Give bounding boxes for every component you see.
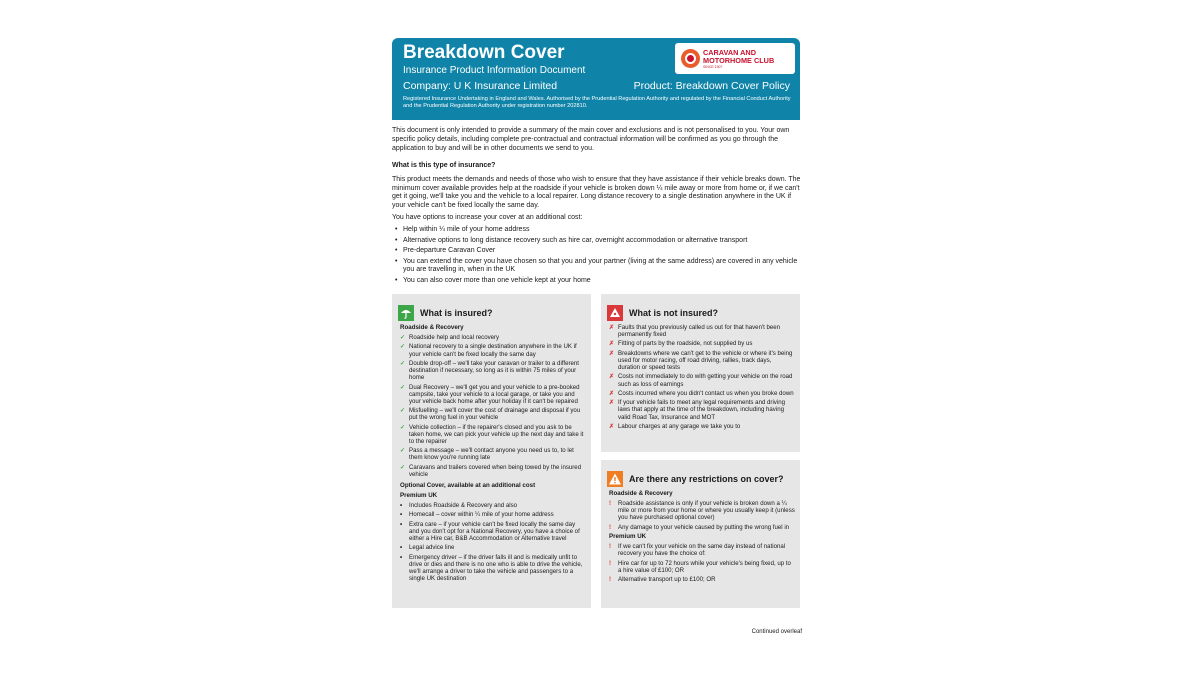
option-item: • You can also cover more than one vehicle kept at your home — [392, 277, 802, 286]
list-item — [400, 424, 586, 445]
list-item — [609, 576, 795, 583]
list-item-text: Legal advice line — [409, 544, 455, 552]
registration-note: Registered Insurance Undertaking in England and Wales. Authorised by the Prudential Regulation Authority and regulated by the Financial Conduct Authority and the Prudential Regulation Authority under registration number 202810. — [403, 96, 791, 109]
list-item — [400, 554, 586, 582]
tick-icon: ✓ — [400, 334, 406, 342]
subheading: Roadside & Recovery — [609, 490, 673, 497]
insured-roadside-list — [400, 334, 586, 478]
tick-icon: ✓ — [400, 447, 406, 455]
club-logo-icon — [681, 49, 700, 68]
list-item-text: Double drop-off – we'll take your caravan or trailer to a different destination if necessary, so long as it is within 75 miles of your home — [409, 359, 579, 382]
cross-icon: ✗ — [609, 349, 615, 357]
restrictions-panel — [601, 460, 800, 608]
list-item-text: Costs not immediately to do with getting your vehicle on the road such as loss of earnings — [618, 373, 793, 388]
option-item: • Pre-departure Caravan Cover — [392, 247, 802, 256]
logo-text-line2: MOTORHOME CLUB — [703, 56, 775, 65]
club-logo — [675, 43, 795, 74]
subheading: Roadside & Recovery — [400, 324, 464, 331]
insured-premium-list — [400, 502, 586, 582]
options-list — [392, 226, 802, 288]
list-item — [609, 390, 795, 397]
exclamation-icon: ! — [609, 576, 612, 584]
exclamation-icon: ! — [609, 559, 612, 567]
list-item-text: Costs incurred where you didn't contact us when you broke down — [618, 389, 794, 397]
cross-icon: ✗ — [609, 324, 615, 331]
tick-icon: ✓ — [400, 359, 406, 367]
continued-note: Continued overleaf — [751, 629, 802, 635]
list-item-text: Emergency driver – if the driver falls ill and is medically unfit to drive or dies and there is no one who is able to drive the vehicle, we'll arrange a driver to take the vehicle and passengers to a single UK destination — [409, 553, 583, 583]
list-item — [609, 373, 795, 387]
tick-icon: ✓ — [400, 423, 406, 431]
list-item-text: Caravans and trailers covered when being towed by the insured vehicle — [409, 463, 582, 478]
intro-paragraph: This document is only intended to provide a summary of the main cover and exclusions and is not personalised to you. Your own specific policy details, including complete pre-contractual and contractual information will be confirmed as you go through the application to buy and will be in other documents we send to you. — [392, 127, 790, 152]
list-item — [609, 543, 795, 557]
options-intro: You have options to increase your cover at an additional cost: — [392, 214, 583, 221]
bullet-icon: • — [400, 511, 403, 519]
list-item — [400, 464, 586, 478]
list-item — [400, 384, 586, 405]
option-item: • You can extend the cover you have chosen so that you and your partner (living at the same address) are covered in any vehicle you are travelling in, when in the UK — [392, 258, 802, 275]
list-item-text: Misfuelling – we'll cover the cost of drainage and disposal if you put the wrong fuel in your vehicle — [409, 407, 581, 422]
list-item-text: Pass a message – we'll contact anyone you need us to, to let them know you're running late — [409, 447, 574, 462]
list-item — [400, 334, 586, 341]
cross-icon: ✗ — [609, 373, 615, 381]
list-item-text: National recovery to a single destination anywhere in the UK if your vehicle can't be fixed locally the same day — [409, 343, 577, 358]
subheading: Premium UK — [400, 491, 438, 499]
list-item-text: Includes Roadside & Recovery and also — [409, 502, 518, 510]
option-item: • Help within ¼ mile of your home address — [392, 226, 802, 235]
logo-text-line1: CARAVAN AND — [703, 48, 756, 57]
list-item-text: Dual Recovery – we'll get you and your vehicle to a pre-booked campsite, take your vehicle to a local garage, or take you and your vehicle back home after your holiday if it can't be repaired — [409, 383, 580, 405]
cross-icon: ✗ — [609, 422, 615, 430]
list-item-text: Any damage to your vehicle caused by putting the wrong fuel in — [618, 523, 790, 531]
list-item-text: Extra care – if your vehicle can't be fixed locally the same day and you don't opt for a National Recovery, you have a choice of either a Hire car, B&B Accommodation or Alternative travel — [409, 520, 580, 543]
warning-icon — [607, 471, 623, 487]
list-item-text: Roadside help and local recovery — [409, 334, 500, 342]
list-item-text: Fitting of parts by the roadside, not supplied by us — [618, 340, 753, 348]
list-item — [609, 423, 795, 430]
list-item — [400, 343, 586, 357]
restrictions-premium-list — [609, 543, 795, 583]
restrictions-roadside-list — [609, 500, 795, 531]
list-item — [400, 360, 586, 381]
description-paragraph: This product meets the demands and needs of those who wish to ensure that they have assistance if their vehicle breaks down. The minimum cover available provides help at the roadside if your vehicle is broken down ¼ mile away or more from home or, if we can't get it going, we'll take you and the vehicle to a local repairer. Long distance recovery to a single destination anywhere in the UK if your vehicle can't be fixed locally the same day. — [392, 176, 801, 210]
option-item: • Alternative options to long distance recovery such as hire car, overnight accommodation or alternative transport — [392, 237, 802, 246]
list-item — [609, 350, 795, 371]
list-item — [609, 500, 795, 521]
bullet-icon: • — [400, 502, 403, 510]
list-item-text: Labour charges at any garage we take you to — [618, 422, 741, 430]
bullet-icon: • — [400, 544, 403, 552]
tick-icon: ✓ — [400, 383, 406, 391]
list-item — [609, 340, 795, 347]
tick-icon: ✓ — [400, 463, 406, 471]
panel-title: Are there any restrictions on cover? — [629, 474, 784, 484]
what-is-insured-panel — [392, 294, 591, 608]
list-item-text: If your vehicle fails to meet any legal requirements and driving laws that apply at the time of the breakdown, including having valid Road Tax, Insurance and MOT — [618, 399, 785, 421]
company-name: Company: U K Insurance Limited — [403, 80, 558, 92]
list-item — [400, 447, 586, 461]
cross-icon: ✗ — [609, 399, 615, 407]
tick-icon: ✓ — [400, 407, 406, 415]
list-item-text: Homecall – cover within ¼ mile of your home address — [409, 511, 554, 519]
document-page — [392, 38, 802, 638]
list-item — [400, 521, 586, 542]
document-subtitle: Insurance Product Information Document — [403, 65, 586, 76]
section-heading: What is this type of insurance? — [392, 162, 496, 169]
list-item-text: Roadside assistance is only if your vehicle is broken down a ¼ mile or more from your home or where you usually keep it (unless you have purchased optional cover) — [618, 500, 795, 522]
bullet-icon: • — [400, 520, 403, 528]
list-item-text: Hire car for up to 72 hours while your vehicle's being fixed, up to a hire value of £100; OR — [618, 559, 791, 574]
list-item — [400, 502, 586, 509]
list-item-text: Vehicle collection – if the repairer's closed and you ask to be taken home, we can pick your vehicle up the next day and take it to the repairer — [409, 423, 584, 445]
exclamation-icon: ! — [609, 500, 612, 508]
subheading: Premium UK — [609, 533, 647, 541]
panel-title: What is insured? — [420, 308, 493, 318]
list-item — [400, 511, 586, 518]
exclamation-icon: ! — [609, 523, 612, 531]
subheading: Optional Cover, available at an additional cost — [400, 481, 536, 489]
list-item — [609, 399, 795, 420]
list-item — [609, 560, 795, 574]
panel-title: What is not insured? — [629, 308, 718, 318]
product-name: Product: Breakdown Cover Policy — [633, 80, 790, 92]
list-item — [400, 544, 586, 551]
cross-icon: ✗ — [609, 389, 615, 397]
umbrella-icon — [398, 305, 414, 321]
list-item-text: Breakdowns where we can't get to the vehicle or where it's being used for motor racing, off road driving, rallies, track days, duration or speed tests — [618, 349, 793, 372]
exclamation-icon: ! — [609, 543, 612, 551]
bullet-icon: • — [400, 553, 403, 561]
no-entry-icon — [607, 305, 623, 321]
document-header — [392, 38, 800, 120]
logo-text-line3: SINCE 1907 — [703, 65, 723, 69]
list-item — [609, 524, 795, 531]
list-item-text: Alternative transport up to £100; OR — [618, 576, 716, 584]
not-insured-list — [609, 324, 795, 430]
list-item-text: If we can't fix your vehicle on the same day instead of national recovery you have the choice of: — [618, 543, 786, 558]
cross-icon: ✗ — [609, 340, 615, 348]
what-is-not-insured-panel — [601, 294, 800, 452]
page-title: Breakdown Cover — [403, 42, 565, 63]
list-item — [400, 407, 586, 421]
list-item — [609, 324, 795, 338]
list-item-text: Faults that you previously called us out for that haven't been permanently fixed — [618, 324, 781, 339]
tick-icon: ✓ — [400, 343, 406, 351]
